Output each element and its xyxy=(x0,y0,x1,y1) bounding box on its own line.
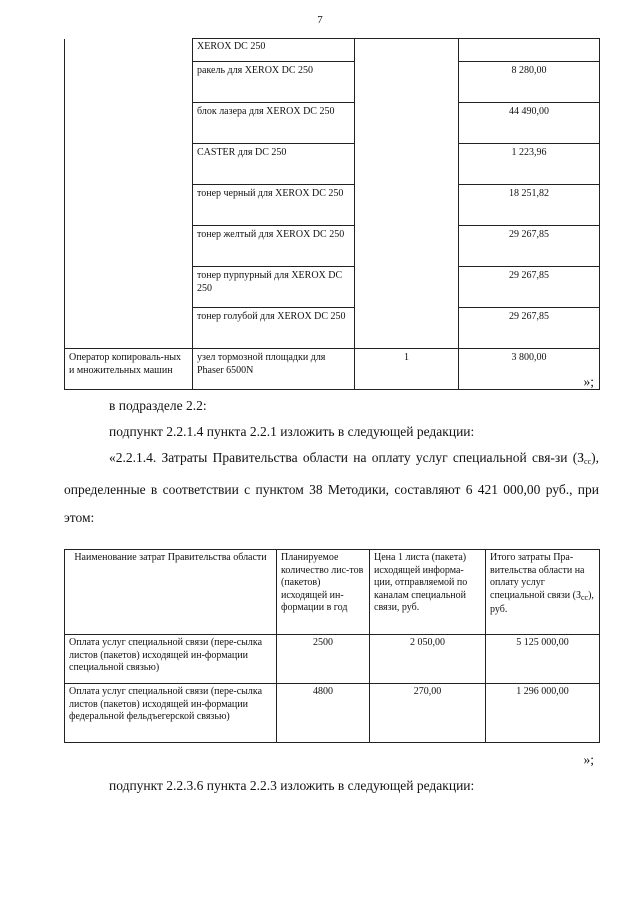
item-cell: блок лазера для XEROX DC 250 xyxy=(193,103,355,144)
cost-name-cell: Оплата услуг специальной связи (пере-сылка листов (пакетов) исходящей ин-формации специальной связью) xyxy=(65,635,277,684)
paragraph-subpoint: подпункт 2.2.1.4 пункта 2.2.1 изложить в следующей редакции: xyxy=(109,424,475,439)
paragraph-subsection: в подразделе 2.2: xyxy=(109,398,207,413)
special-communication-costs-table xyxy=(64,549,600,743)
item-cell: тонер черный для XEROX DC 250 xyxy=(193,185,355,226)
item-cell: ракель для XEROX DC 250 xyxy=(193,62,355,103)
price-cell: 29 267,85 xyxy=(459,267,600,308)
quantity-cell: 2500 xyxy=(277,635,370,684)
price-cell: 1 223,96 xyxy=(459,144,600,185)
price-cell: 2 050,00 xyxy=(370,635,486,684)
closing-quote: »; xyxy=(583,752,594,767)
table-row xyxy=(65,349,600,390)
item-cell: тонер голубой для XEROX DC 250 xyxy=(193,308,355,349)
price-cell: 18 251,82 xyxy=(459,185,600,226)
price-cell: 8 280,00 xyxy=(459,62,600,103)
table-row xyxy=(65,635,600,684)
item-cell: узел тормозной площадки для Phaser 6500N xyxy=(193,349,355,390)
total-cell: 5 125 000,00 xyxy=(486,635,600,684)
table-header-row xyxy=(65,550,600,635)
header-total: Итого затраты Пра-вительства области на оплату услуг специальной связи $(З_{сс})$, руб. xyxy=(486,550,600,635)
table-row xyxy=(65,144,600,185)
total-cell: 1 296 000,00 xyxy=(486,684,600,743)
quantity-cell: 1 xyxy=(355,349,459,390)
header-quantity: Планируемое количество лис-тов (пакетов) исходящей ин-формации в год xyxy=(277,550,370,635)
table-row xyxy=(65,226,600,267)
price-cell: 3 800,00 xyxy=(459,349,600,390)
page-number: 7 xyxy=(317,14,323,26)
price-cell: 29 267,85 xyxy=(459,308,600,349)
price-cell: 44 490,00 xyxy=(459,103,600,144)
table-row xyxy=(65,308,600,349)
paragraph-main: «2.2.1.4. Затраты Правительства области на оплату услуг специальной свя-зи $(З_{сс})$, определенные в соответствии с пунктом 38 Методики, составляют 6 421 000,00 руб., при этом: xyxy=(64,450,599,525)
table-row xyxy=(65,684,600,743)
table-row xyxy=(65,185,600,226)
position-cell: Оператор копироваль-ных и множительных машин xyxy=(65,349,193,390)
price-cell: 29 267,85 xyxy=(459,226,600,267)
price-cell: 270,00 xyxy=(370,684,486,743)
item-cell: тонер желтый для XEROX DC 250 xyxy=(193,226,355,267)
paragraph-subpoint: подпункт 2.2.3.6 пункта 2.2.3 изложить в следующей редакции: xyxy=(109,778,475,793)
table-row xyxy=(65,267,600,308)
table-row xyxy=(65,62,600,103)
header-price: Цена 1 листа (пакета) исходящей информа-ции, отправляемой по каналам специальной связи, руб. xyxy=(370,550,486,635)
item-cell: XEROX DC 250 xyxy=(193,39,355,62)
closing-quote: »; xyxy=(583,374,594,389)
table-row xyxy=(65,39,600,62)
table-row xyxy=(65,103,600,144)
item-cell: CASTER для DC 250 xyxy=(193,144,355,185)
header-name: Наименование затрат Правительства области xyxy=(65,550,277,635)
cost-name-cell: Оплата услуг специальной связи (пере-сылка листов (пакетов) исходящей ин-формации федеральной фельдъегерской связью) xyxy=(65,684,277,743)
item-cell: тонер пурпурный для XEROX DC 250 xyxy=(193,267,355,308)
equipment-price-table xyxy=(64,38,600,390)
quantity-cell: 4800 xyxy=(277,684,370,743)
